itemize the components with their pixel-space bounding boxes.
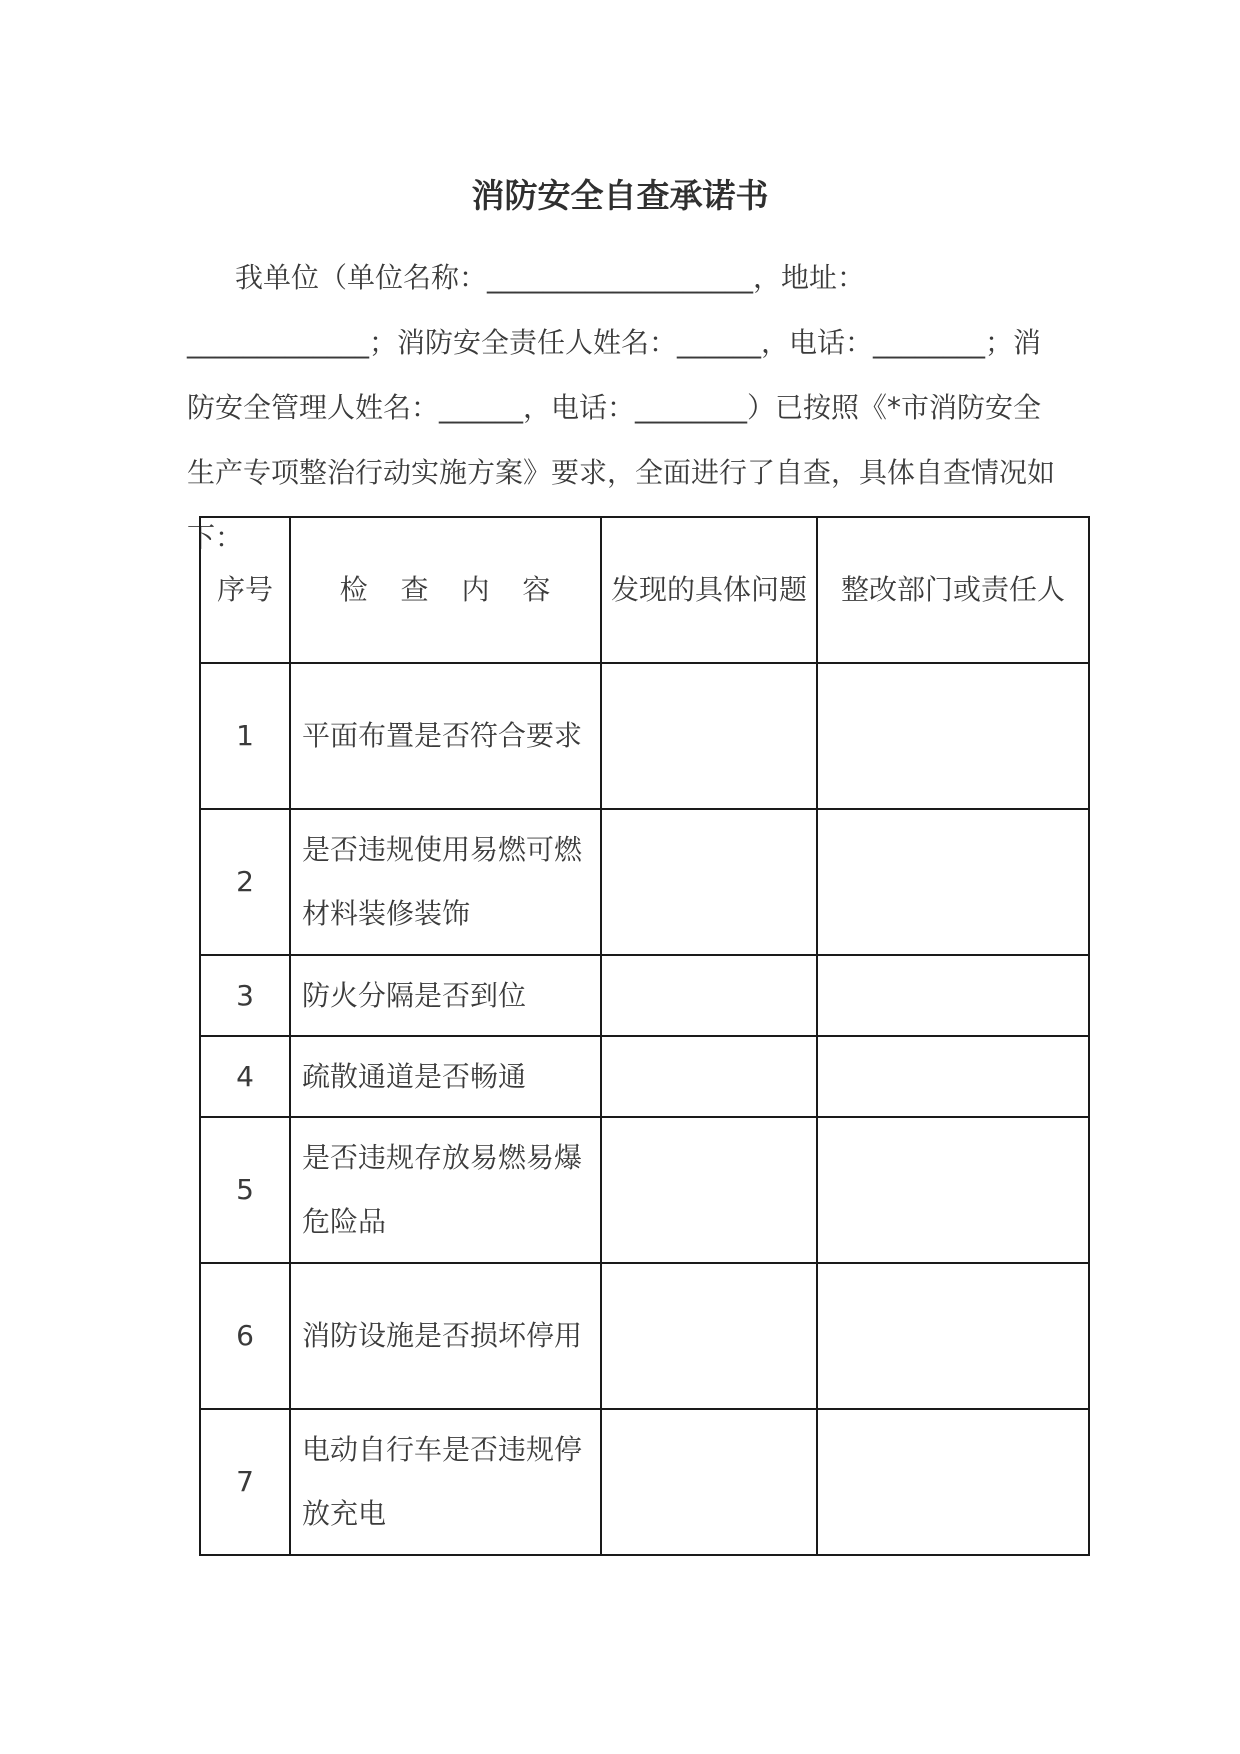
row-issue-cell[interactable] bbox=[601, 1409, 817, 1555]
row-responsible-cell[interactable] bbox=[817, 1263, 1089, 1409]
row-item bbox=[290, 955, 601, 1036]
header-no: 序号 bbox=[200, 517, 290, 663]
row-responsible-cell[interactable] bbox=[817, 663, 1089, 809]
header-item: 检 查 内 容 bbox=[290, 517, 601, 663]
row-no: 2 bbox=[200, 809, 290, 955]
row-item-text: 疏散通道是否畅通 bbox=[302, 1059, 527, 1093]
header-issue: 发现的具体问题 bbox=[601, 517, 817, 663]
row-no: 6 bbox=[200, 1263, 290, 1409]
row-responsible-cell[interactable] bbox=[817, 1117, 1089, 1263]
document-title: 消防安全自查承诺书 bbox=[471, 176, 769, 215]
table-header-row bbox=[200, 517, 1089, 663]
row-responsible-cell[interactable] bbox=[817, 809, 1089, 955]
row-no: 3 bbox=[200, 955, 290, 1036]
row-issue-cell[interactable] bbox=[601, 809, 817, 955]
row-item-text: 是否违规存放易燃易爆危险品 bbox=[302, 1141, 583, 1238]
row-issue-cell[interactable] bbox=[601, 1263, 817, 1409]
row-item-text: 平面布置是否符合要求 bbox=[302, 719, 583, 752]
row-no: 4 bbox=[200, 1036, 290, 1117]
row-no: 5 bbox=[200, 1117, 290, 1263]
row-item bbox=[290, 1117, 601, 1263]
table-row bbox=[200, 1117, 1089, 1263]
row-no: 7 bbox=[200, 1409, 290, 1555]
self-check-table bbox=[199, 516, 1090, 1556]
row-responsible-cell[interactable] bbox=[817, 1036, 1089, 1117]
table-row bbox=[200, 955, 1089, 1036]
row-responsible-cell[interactable] bbox=[817, 1409, 1089, 1555]
intro-paragraph: 我单位（单位名称：___________________，地址：_____________；消防安全责任人姓名：______，电话：________；消防安全管理人姓名：______，电话：________）已按照《*市消防安全生产专项整治行动实施方案》要求，全面进行了自查，具体自查情况如下： bbox=[187, 261, 1056, 554]
row-item bbox=[290, 663, 601, 809]
row-item-text: 是否违规使用易燃可燃材料装修装饰 bbox=[302, 833, 583, 930]
table-row bbox=[200, 809, 1089, 955]
row-item-text: 消防设施是否损坏停用 bbox=[302, 1319, 583, 1352]
row-issue-cell[interactable] bbox=[601, 955, 817, 1036]
table-row bbox=[200, 1036, 1089, 1117]
row-issue-cell[interactable] bbox=[601, 1036, 817, 1117]
row-item-text: 电动自行车是否违规停放充电 bbox=[302, 1433, 583, 1530]
row-issue-cell[interactable] bbox=[601, 1117, 817, 1263]
table-row bbox=[200, 663, 1089, 809]
table-row bbox=[200, 1409, 1089, 1555]
row-item bbox=[290, 1263, 601, 1409]
row-no: 1 bbox=[200, 663, 290, 809]
row-responsible-cell[interactable] bbox=[817, 955, 1089, 1036]
row-item-text: 防火分隔是否到位 bbox=[302, 978, 527, 1012]
header-responsible: 整改部门或责任人 bbox=[817, 517, 1089, 663]
row-issue-cell[interactable] bbox=[601, 663, 817, 809]
row-item bbox=[290, 809, 601, 955]
row-item bbox=[290, 1036, 601, 1117]
table-row bbox=[200, 1263, 1089, 1409]
row-item bbox=[290, 1409, 601, 1555]
